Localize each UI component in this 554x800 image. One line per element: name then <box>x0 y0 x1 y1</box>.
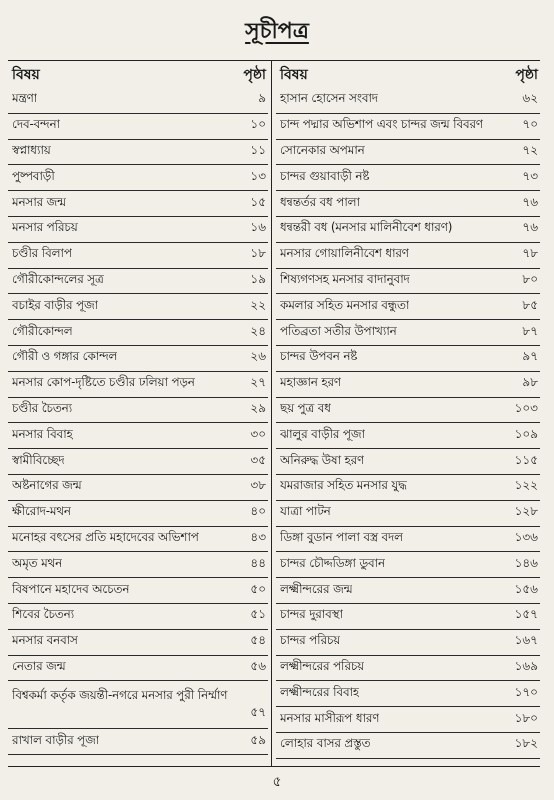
entry-title: ধন্বন্তর্তর বধ পালা <box>280 194 360 209</box>
toc-entry <box>276 604 540 630</box>
toc-entry <box>276 578 540 604</box>
toc-entry <box>276 88 540 114</box>
toc-entry <box>276 294 540 320</box>
toc-entry <box>8 681 268 729</box>
entry-page: ৪৩ <box>250 529 266 544</box>
toc-entry <box>276 140 540 166</box>
entry-title: হাসান হোসেন সংবাদ <box>280 91 378 106</box>
entry-page: ১৩৬ <box>514 529 538 544</box>
entry-title: যাত্রা পাটন <box>280 504 331 519</box>
entry-title: মহাজ্ঞান হরণ <box>280 375 341 390</box>
toc-entry <box>8 501 268 527</box>
toc-entry <box>8 165 268 191</box>
entry-title: ডিঙ্গা বুডান পালা বস্ত্র বদল <box>280 529 403 544</box>
entry-title: অনিরুদ্ধ উষা হরণ <box>280 452 365 467</box>
entry-page: ১৮০ <box>514 710 538 725</box>
toc-entry <box>276 243 540 269</box>
entry-title: মনসার কোপ-দৃষ্টিতে চণ্ডীর ঢলিয়া পড়ন <box>12 375 195 390</box>
page-header: পৃষ্ঠা <box>243 67 266 83</box>
entry-title: চণ্ডীর বিলাপ <box>12 246 72 261</box>
entry-title: রাখাল বাড়ীর পূজা <box>12 732 100 747</box>
entry-page: ২৯ <box>250 400 266 415</box>
entry-page: ১৮২ <box>514 736 538 751</box>
page-header: পৃষ্ঠা <box>515 67 538 83</box>
entry-title: সোনেকার অপমান <box>280 142 365 157</box>
column-header <box>8 62 268 88</box>
toc-entry <box>276 269 540 295</box>
entry-page: ১৫৭ <box>514 607 538 622</box>
entry-page: ৯৭ <box>522 349 538 364</box>
entry-page: ২৪ <box>250 323 266 338</box>
entry-title: মনসার পরিচয় <box>12 220 78 235</box>
column-header <box>276 62 540 88</box>
entry-title: মনসার জন্ম <box>12 194 67 209</box>
entry-title: পুষ্পবাড়ী <box>12 168 55 183</box>
entry-page: ২৭ <box>250 375 266 390</box>
column-divider <box>271 60 272 766</box>
entry-page: ৩৮ <box>250 478 266 493</box>
page-title: সূচীপত্র <box>245 19 309 44</box>
entry-page: ৫৯ <box>250 732 266 747</box>
entry-title: গৌরী ও গঙ্গার কোন্দল <box>12 349 118 364</box>
entry-title: চণ্ডীর চৈতন্য <box>12 400 73 415</box>
toc-entry <box>276 707 540 733</box>
toc-column-right <box>276 62 540 762</box>
entry-title: ক্ষীরোদ-মথন <box>12 504 71 519</box>
entry-title: যমরাজার সহিত মনসার যুদ্ধ <box>280 478 407 493</box>
entry-page: ৫০ <box>250 581 266 596</box>
toc-entry <box>8 729 268 755</box>
entry-page: ৭২ <box>522 142 538 157</box>
toc-entry <box>276 372 540 398</box>
entry-title: অষ্টনাগের জন্ম <box>12 478 82 493</box>
entry-title: চান্দর গুয়াবাড়ী নষ্ট <box>280 168 370 183</box>
page-number: ৫ <box>272 774 282 790</box>
toc-entry <box>8 346 268 372</box>
entry-page: ৮৫ <box>522 297 538 312</box>
entry-title: মনসার গোয়ালিনীবেশ ধারণ <box>280 246 409 261</box>
toc-entry <box>276 527 540 553</box>
entry-title: গৌরীকোন্দলের সূত্র <box>12 271 104 286</box>
entry-title: ঝালুর বাড়ীর পূজা <box>280 426 365 441</box>
toc-entry <box>8 398 268 424</box>
toc-entry <box>8 656 268 682</box>
toc-entry <box>276 656 540 682</box>
toc-entry <box>8 552 268 578</box>
entry-page: ১০৩ <box>514 400 538 415</box>
entry-title: পতিব্রতা সতীর উপাখ্যান <box>280 323 397 338</box>
toc-entry <box>276 346 540 372</box>
entry-title: চান্দর উপবন নষ্ট <box>280 349 358 364</box>
entry-page: ৮০ <box>522 271 538 286</box>
entry-page: ১২২ <box>514 478 538 493</box>
toc-entry <box>276 320 540 346</box>
toc-entry <box>276 191 540 217</box>
table-top-rule <box>8 60 540 61</box>
toc-entry <box>276 501 540 527</box>
entry-page: ১০ <box>250 117 266 132</box>
entry-page: ৭৬ <box>522 194 538 209</box>
entry-page: ১১ <box>250 142 266 157</box>
toc-entry <box>276 449 540 475</box>
toc-entry <box>276 423 540 449</box>
entry-page: ৪০ <box>250 504 266 519</box>
entry-page: ১৩ <box>250 168 266 183</box>
subject-header: বিষয় <box>280 67 308 83</box>
entry-title: ধন্বন্তরী বধ (মনসার মালিনীবেশ ধারণ) <box>280 220 453 235</box>
toc-entry <box>8 294 268 320</box>
entry-page: ১১৫ <box>514 452 538 467</box>
entry-page: ১৬৯ <box>514 658 538 673</box>
entry-page: ৩৫ <box>250 452 266 467</box>
entry-title: লোহার বাসর প্রস্তুত <box>280 736 371 751</box>
entry-title: শিষ্যগণসহ মনসার বাদানুবাদ <box>280 271 410 286</box>
toc-entry <box>8 372 268 398</box>
toc-entry <box>276 165 540 191</box>
entry-page: ১২৮ <box>514 504 538 519</box>
toc-list-left <box>8 88 268 755</box>
entry-page: ৩০ <box>250 426 266 441</box>
entry-title: চান্দর চৌদ্দডিঙ্গা ডুবান <box>280 555 385 570</box>
entry-page: ৮৭ <box>522 323 538 338</box>
entry-page: ১৫৬ <box>514 581 538 596</box>
toc-entry <box>8 630 268 656</box>
entry-page: ১৪৬ <box>514 555 538 570</box>
entry-title: কমলার সহিত মনসার বন্ধুতা <box>280 297 410 312</box>
toc-list-right <box>276 88 540 759</box>
entry-title: বিশ্বকর্মা কর্তৃক জয়ন্তী-নগরে মনসার পুরী নির্ম্মাণ <box>12 688 228 703</box>
entry-title: বিষপানে মহাদেব অচেতন <box>12 581 130 596</box>
entry-title: নেতার জন্ম <box>12 658 66 673</box>
toc-entry <box>276 681 540 707</box>
entry-page: ২২ <box>250 297 266 312</box>
entry-page: ৫১ <box>250 607 266 622</box>
toc-entry <box>8 140 268 166</box>
entry-page: ১৭০ <box>514 684 538 699</box>
toc-entry <box>8 243 268 269</box>
entry-page: ৯৮ <box>522 375 538 390</box>
entry-page: ৬২ <box>522 91 538 106</box>
entry-title: লক্ষ্মীন্দরের জন্ম <box>280 581 353 596</box>
entry-title: অমৃত মথন <box>12 555 63 570</box>
entry-title: ছয় পুত্র বধ <box>280 400 331 415</box>
entry-page: ১৫ <box>250 194 266 209</box>
toc-entry <box>8 269 268 295</box>
entry-title: বচাইর বাড়ীর পূজা <box>12 297 99 312</box>
entry-page: ৫৬ <box>250 658 266 673</box>
entry-title: দেব-বন্দনা <box>12 117 60 132</box>
entry-page: ৪৪ <box>250 555 266 570</box>
toc-entry <box>8 527 268 553</box>
entry-page: ১০৯ <box>514 426 538 441</box>
entry-page: ২৬ <box>250 349 266 364</box>
entry-title: চান্দর পরিচয় <box>280 633 341 648</box>
toc-entry <box>8 449 268 475</box>
table-bottom-rule <box>8 766 540 767</box>
toc-entry <box>8 604 268 630</box>
toc-entry <box>8 191 268 217</box>
toc-entry <box>276 217 540 243</box>
entry-title: মনোহর বৎসের প্রতি মহাদেবের অভিশাপ <box>12 529 199 544</box>
entry-page: ১৯ <box>250 271 266 286</box>
entry-page: ৫৭ <box>250 705 266 720</box>
entry-page: ৭০ <box>522 117 538 132</box>
entry-title: চান্দর দুরাবস্থা <box>280 607 343 622</box>
toc-entry <box>276 630 540 656</box>
entry-page: ১৮ <box>250 246 266 261</box>
entry-title: মনসার মাসীরূপ ধারণ <box>280 710 380 725</box>
entry-title: স্বামীবিচ্ছেদ <box>12 452 65 467</box>
entry-title: চান্দ পদ্মার অভিশাপ এবং চান্দর জন্ম বিবরণ <box>280 117 483 132</box>
toc-entry <box>8 88 268 114</box>
toc-entry <box>8 114 268 140</box>
entry-title: লক্ষ্মীন্দরের বিবাহ <box>280 684 360 699</box>
entry-title: মনসার বিবাহ <box>12 426 73 441</box>
toc-entry <box>276 114 540 140</box>
entry-page: ৫৪ <box>250 633 266 648</box>
toc-entry <box>276 475 540 501</box>
entry-page: ১৬ <box>250 220 266 235</box>
entry-page: ৭৩ <box>522 168 538 183</box>
toc-entry <box>8 423 268 449</box>
entry-page: ৭৬ <box>522 220 538 235</box>
entry-page: ১৬৭ <box>514 633 538 648</box>
toc-entry <box>8 475 268 501</box>
toc-entry <box>276 398 540 424</box>
toc-entry <box>276 733 540 759</box>
entry-title: লক্ষ্মীন্দরের পরিচয় <box>280 658 364 673</box>
toc-entry <box>8 320 268 346</box>
subject-header: বিষয় <box>12 67 40 83</box>
entry-title: মন্ত্রণা <box>12 91 38 106</box>
toc-entry <box>8 578 268 604</box>
entry-title: মনসার বনবাস <box>12 633 78 648</box>
entry-title: গৌরীকোন্দল <box>12 323 73 338</box>
entry-page: ৯ <box>258 91 266 106</box>
toc-entry <box>276 552 540 578</box>
toc-column-left <box>8 62 268 762</box>
toc-entry <box>8 217 268 243</box>
entry-title: স্বপ্নাধ্যায় <box>12 142 51 157</box>
entry-title: শিবের চৈতন্য <box>12 607 75 622</box>
entry-page: ৭৮ <box>522 246 538 261</box>
